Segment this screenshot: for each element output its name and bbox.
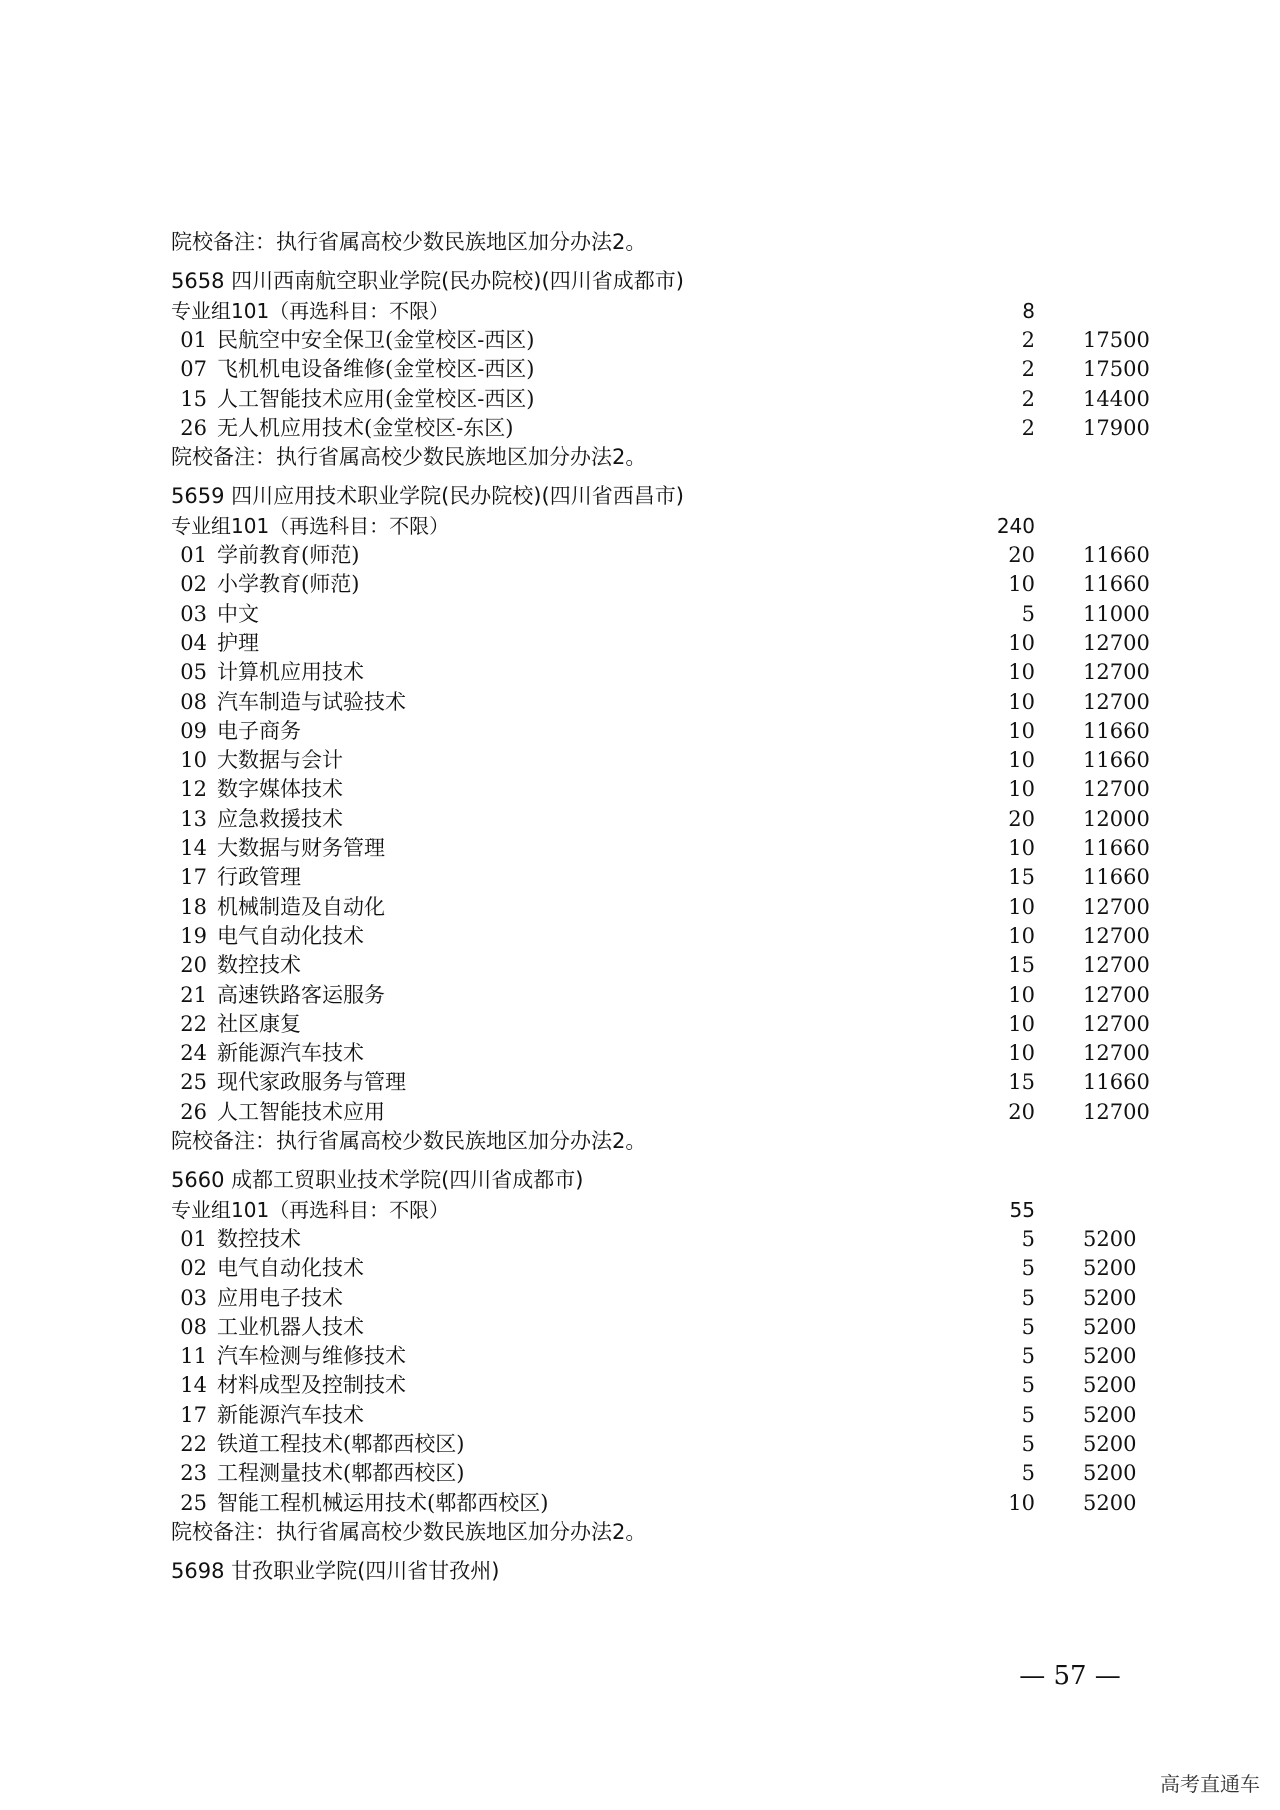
major-code: 24: [180, 1041, 207, 1066]
major-name: 新能源汽车技术: [217, 1041, 364, 1066]
major-group-row: [0, 297, 1280, 326]
major-code: 19: [180, 923, 207, 948]
major-quota: 5: [1021, 1461, 1035, 1486]
school-remark: [0, 443, 1280, 472]
major-cell: [171, 1225, 301, 1254]
major-cell: [171, 541, 359, 570]
major-tuition: 12000: [1083, 806, 1150, 831]
major-cell: [171, 1371, 406, 1400]
major-tuition: 5200: [1083, 1373, 1137, 1398]
major-quota: 5: [1021, 1432, 1035, 1456]
major-tuition: 12700: [1083, 1041, 1150, 1066]
major-quota: 5: [1021, 1373, 1035, 1398]
major-quota: 10: [1008, 894, 1035, 919]
major-cell: [171, 1401, 364, 1430]
major-code: 05: [180, 660, 207, 685]
major-cell: [171, 1098, 385, 1127]
group-quota: 8: [1022, 298, 1035, 323]
remark-text: 院校备注：执行省属高校少数民族地区加分办法2。: [171, 1129, 647, 1153]
major-quota: 20: [1008, 1099, 1035, 1124]
school-name: 5660 成都工贸职业技术学院(四川省成都市): [171, 1168, 584, 1193]
major-quota: 2: [1021, 327, 1035, 352]
major-code: 09: [180, 718, 207, 743]
major-code: 26: [180, 415, 207, 440]
major-row: [0, 863, 1280, 892]
major-row: [0, 1225, 1280, 1254]
major-row: [0, 658, 1280, 687]
major-quota: 10: [1008, 630, 1035, 655]
major-row: [0, 805, 1280, 834]
major-code: 14: [180, 836, 207, 860]
major-code: 02: [180, 1256, 207, 1281]
major-quota: 10: [1008, 572, 1035, 597]
major-code: 01: [180, 327, 207, 352]
major-tuition: 12700: [1083, 660, 1150, 685]
major-name: 高速铁路客运服务: [217, 982, 385, 1007]
major-cell: [171, 1430, 464, 1459]
major-tuition: 12700: [1083, 1011, 1150, 1036]
major-cell: [171, 600, 259, 629]
major-code: 03: [180, 1285, 207, 1310]
major-cell: [171, 1068, 406, 1097]
major-code: 18: [180, 894, 207, 919]
major-tuition: 12700: [1083, 777, 1150, 802]
remark-text: 院校备注：执行省属高校少数民族地区加分办法2。: [171, 1519, 647, 1544]
major-row: [0, 893, 1280, 922]
major-tuition: 11660: [1083, 572, 1150, 597]
major-quota: 5: [1021, 1314, 1035, 1339]
major-row: [0, 385, 1280, 414]
major-tuition: 11660: [1083, 718, 1150, 743]
major-name: 新能源汽车技术: [217, 1402, 364, 1427]
major-tuition: 12700: [1083, 689, 1150, 714]
major-quota: 10: [1008, 923, 1035, 948]
major-row: [0, 1010, 1280, 1039]
school-remark: [0, 1518, 1280, 1547]
major-tuition: 17900: [1083, 415, 1150, 440]
major-code: 25: [180, 1490, 207, 1515]
major-code: 22: [180, 1011, 207, 1036]
major-code: 20: [180, 953, 207, 978]
major-tuition: 12700: [1083, 1099, 1150, 1124]
major-quota: 5: [1021, 1344, 1035, 1369]
major-quota: 2: [1021, 415, 1035, 440]
major-code: 22: [180, 1432, 207, 1456]
major-cell: [171, 1010, 301, 1039]
major-cell: [171, 385, 534, 414]
major-name: 护理: [217, 630, 259, 655]
major-cell: [171, 1039, 364, 1068]
major-quota: 2: [1021, 357, 1035, 382]
major-row: [0, 1254, 1280, 1283]
group-quota: 55: [1009, 1197, 1035, 1222]
major-quota: 5: [1021, 1285, 1035, 1310]
major-name: 汽车制造与试验技术: [217, 689, 406, 714]
major-cell: [171, 951, 301, 980]
major-code: 17: [180, 865, 207, 890]
major-quota: 10: [1008, 836, 1035, 860]
major-cell: [171, 863, 301, 892]
major-name: 应急救援技术: [217, 806, 343, 831]
major-code: 10: [180, 748, 207, 773]
major-row: [0, 1489, 1280, 1518]
major-name: 中文: [217, 601, 259, 626]
major-name: 铁道工程技术(郫都西校区): [217, 1432, 465, 1456]
major-group-row: [0, 1196, 1280, 1225]
major-cell: [171, 746, 343, 775]
major-code: 21: [180, 982, 207, 1007]
school-header: [0, 482, 1280, 511]
group-quota: 240: [996, 513, 1035, 538]
major-quota: 5: [1021, 1256, 1035, 1281]
major-cell: [171, 1284, 343, 1313]
school-name: 5659 四川应用技术职业学院(民办院校)(四川省西昌市): [171, 484, 684, 509]
major-row: [0, 1401, 1280, 1430]
major-quota: 2: [1021, 386, 1035, 411]
major-cell: [171, 355, 534, 384]
major-tuition: 5200: [1083, 1432, 1137, 1456]
major-quota: 10: [1008, 660, 1035, 685]
major-tuition: 5200: [1083, 1226, 1137, 1251]
major-tuition: 11660: [1083, 1070, 1150, 1095]
major-tuition: 12700: [1083, 982, 1150, 1007]
major-name: 现代家政服务与管理: [217, 1070, 406, 1095]
major-group-label: 专业组101（再选科目：不限）: [171, 1197, 450, 1222]
major-row: [0, 951, 1280, 980]
major-name: 机械制造及自动化: [217, 894, 385, 919]
school-remark: [0, 228, 1280, 257]
school-name: 5658 四川西南航空职业学院(民办院校)(四川省成都市): [171, 269, 684, 294]
major-quota: 5: [1021, 1402, 1035, 1427]
major-row: [0, 922, 1280, 951]
major-name: 民航空中安全保卫(金堂校区-西区): [217, 327, 535, 352]
major-tuition: 11660: [1083, 748, 1150, 773]
major-code: 23: [180, 1461, 207, 1486]
major-code: 01: [180, 543, 207, 567]
major-name: 数控技术: [217, 953, 301, 978]
major-name: 应用电子技术: [217, 1285, 343, 1310]
major-row: [0, 746, 1280, 775]
major-tuition: 17500: [1083, 327, 1150, 352]
page-number: — 57 —: [1019, 1661, 1121, 1691]
major-row: [0, 570, 1280, 599]
major-code: 14: [180, 1373, 207, 1398]
major-tuition: 12700: [1083, 630, 1150, 655]
major-group-row: [0, 512, 1280, 541]
major-tuition: 14400: [1083, 386, 1150, 411]
major-row: [0, 981, 1280, 1010]
major-name: 智能工程机械运用技术(郫都西校区): [217, 1490, 549, 1515]
major-cell: [171, 1313, 364, 1342]
major-row: [0, 1068, 1280, 1097]
major-row: [0, 1039, 1280, 1068]
major-quota: 10: [1008, 748, 1035, 773]
major-row: [0, 1430, 1280, 1459]
major-code: 04: [180, 630, 207, 655]
major-code: 25: [180, 1070, 207, 1095]
major-name: 飞机机电设备维修(金堂校区-西区): [217, 357, 535, 382]
major-cell: [171, 326, 534, 355]
major-quota: 10: [1008, 1041, 1035, 1066]
remark-text: 院校备注：执行省属高校少数民族地区加分办法2。: [171, 230, 647, 254]
major-row: [0, 1098, 1280, 1127]
major-tuition: 5200: [1083, 1490, 1137, 1515]
school-remark: [0, 1127, 1280, 1156]
major-cell: [171, 717, 301, 746]
major-name: 大数据与会计: [217, 748, 343, 773]
major-quota: 5: [1021, 1226, 1035, 1251]
school-header: [0, 1557, 1280, 1586]
major-cell: [171, 805, 343, 834]
major-code: 17: [180, 1402, 207, 1427]
major-name: 数字媒体技术: [217, 777, 343, 802]
remark-text: 院校备注：执行省属高校少数民族地区加分办法2。: [171, 445, 647, 470]
major-quota: 10: [1008, 718, 1035, 743]
major-row: [0, 1459, 1280, 1488]
major-row: [0, 326, 1280, 355]
major-code: 03: [180, 601, 207, 626]
watermark-text: 高考直通车: [1160, 1772, 1260, 1796]
major-tuition: 5200: [1083, 1461, 1137, 1486]
major-code: 12: [180, 777, 207, 802]
major-name: 电气自动化技术: [217, 1256, 364, 1281]
major-code: 01: [180, 1226, 207, 1251]
major-tuition: 5200: [1083, 1285, 1137, 1310]
major-tuition: 11000: [1083, 601, 1150, 626]
major-tuition: 11660: [1083, 836, 1150, 860]
major-code: 07: [180, 357, 207, 382]
major-tuition: 11660: [1083, 543, 1150, 567]
major-tuition: 11660: [1083, 865, 1150, 890]
major-name: 大数据与财务管理: [217, 836, 385, 860]
major-cell: [171, 688, 406, 717]
school-header: [0, 1166, 1280, 1195]
major-cell: [171, 775, 343, 804]
major-name: 无人机应用技术(金堂校区-东区): [217, 415, 514, 440]
major-name: 工程测量技术(郫都西校区): [217, 1461, 465, 1486]
major-row: [0, 414, 1280, 443]
major-cell: [171, 1459, 464, 1488]
major-row: [0, 1313, 1280, 1342]
major-name: 材料成型及控制技术: [217, 1373, 406, 1398]
major-cell: [171, 834, 385, 863]
major-quota: 20: [1008, 806, 1035, 831]
major-row: [0, 1342, 1280, 1371]
school-name: 5698 甘孜职业学院(四川省甘孜州): [171, 1559, 500, 1584]
major-cell: [171, 893, 385, 922]
major-code: 13: [180, 806, 207, 831]
major-row: [0, 1371, 1280, 1400]
major-name: 小学教育(师范): [217, 572, 360, 597]
major-cell: [171, 658, 364, 687]
major-tuition: 5200: [1083, 1256, 1137, 1281]
major-quota: 20: [1008, 543, 1035, 567]
major-code: 08: [180, 1314, 207, 1339]
major-code: 02: [180, 572, 207, 597]
major-tuition: 12700: [1083, 923, 1150, 948]
major-tuition: 12700: [1083, 894, 1150, 919]
major-tuition: 5200: [1083, 1314, 1137, 1339]
major-tuition: 12700: [1083, 953, 1150, 978]
major-name: 社区康复: [217, 1011, 301, 1036]
major-cell: [171, 414, 513, 443]
major-name: 汽车检测与维修技术: [217, 1344, 406, 1369]
major-quota: 10: [1008, 777, 1035, 802]
major-cell: [171, 1342, 406, 1371]
major-name: 计算机应用技术: [217, 660, 364, 685]
major-name: 工业机器人技术: [217, 1314, 364, 1339]
major-group-label: 专业组101（再选科目：不限）: [171, 298, 450, 323]
major-name: 电气自动化技术: [217, 923, 364, 948]
major-row: [0, 688, 1280, 717]
major-row: [0, 775, 1280, 804]
school-header: [0, 267, 1280, 296]
major-code: 26: [180, 1099, 207, 1124]
major-code: 11: [180, 1344, 207, 1369]
major-quota: 15: [1008, 953, 1035, 978]
major-name: 行政管理: [217, 865, 301, 890]
major-row: [0, 600, 1280, 629]
major-cell: [171, 570, 359, 599]
major-cell: [171, 1254, 364, 1283]
major-tuition: 17500: [1083, 357, 1150, 382]
major-cell: [171, 922, 364, 951]
major-quota: 10: [1008, 1011, 1035, 1036]
major-name: 学前教育(师范): [217, 543, 360, 567]
major-quota: 10: [1008, 689, 1035, 714]
major-row: [0, 717, 1280, 746]
major-row: [0, 541, 1280, 570]
major-row: [0, 629, 1280, 658]
major-code: 08: [180, 689, 207, 714]
major-cell: [171, 629, 259, 658]
major-quota: 10: [1008, 1490, 1035, 1515]
major-name: 人工智能技术应用(金堂校区-西区): [217, 386, 535, 411]
major-row: [0, 355, 1280, 384]
major-quota: 5: [1021, 601, 1035, 626]
major-row: [0, 1284, 1280, 1313]
major-name: 电子商务: [217, 718, 301, 743]
major-code: 15: [180, 386, 207, 411]
major-quota: 10: [1008, 982, 1035, 1007]
major-group-label: 专业组101（再选科目：不限）: [171, 513, 450, 538]
major-name: 人工智能技术应用: [217, 1099, 385, 1124]
major-cell: [171, 1489, 548, 1518]
major-tuition: 5200: [1083, 1402, 1137, 1427]
major-quota: 15: [1008, 1070, 1035, 1095]
major-tuition: 5200: [1083, 1344, 1137, 1369]
major-name: 数控技术: [217, 1226, 301, 1251]
major-cell: [171, 981, 385, 1010]
major-quota: 15: [1008, 865, 1035, 890]
major-row: [0, 834, 1280, 863]
